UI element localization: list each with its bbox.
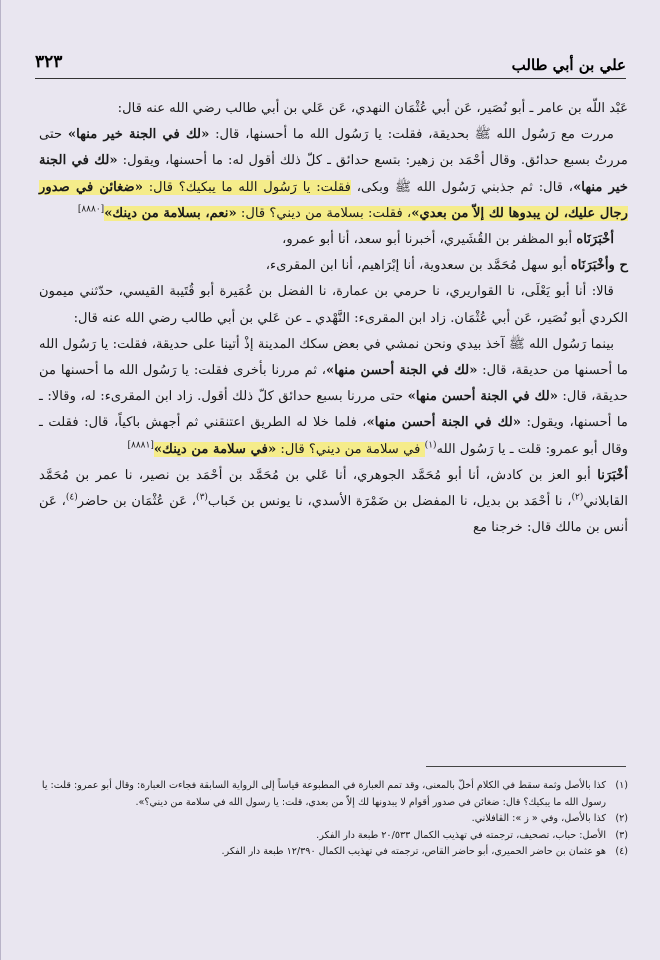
hadith-quote: «لك في الجنة خير منها» — [39, 153, 628, 195]
footnote-text: الأصل: حباب، تصحيف، ترجمته في تهذيب الكمال ٢٠/٥٣٣ طبعة دار الفكر. — [316, 829, 606, 841]
footnote — [31, 828, 628, 845]
text: فقلت: يا رَسُول الله ما يبكيك؟ قال: — [142, 179, 351, 195]
hadith-quote: «لك في الجنة خير منها» — [67, 127, 210, 143]
text: عَبْد اللّه بن عامر ـ أبو نُصَير، عَن أبي عُثْمَان النهدي، عَن عَلي بن أبي طالب رضي الله عنه قال: — [117, 101, 628, 116]
paragraph — [39, 122, 628, 227]
running-header — [35, 48, 626, 82]
text: بينما رَسُول الله ﷺ آخذ بيدي ونحن نمشي في بعض سكك المدينة إذْ أتينا على حديقة، فقلت: يا رَسُول الله ما أحسنها من حديقة، قال: — [39, 336, 629, 379]
hadith-number: [٨٨٨١] — [127, 440, 154, 451]
hadith-quote: «لك في الجنة أحسن منها» — [407, 389, 558, 405]
text: قالا: أنا أبو يَعْلَى، نا القواريري، نا حرمي بن عمارة، نا الفضل بن عُمَيرة أبو قُتَيبة القيسي، حدّثني ميمون الكردي أبو نُصَير، عَن أبي عُثْمَان. زاد ابن المقرىء: النَّهْدي ـ عن عَلي بن أبي طالب رضي الله عنه قال: — [39, 284, 628, 326]
footnote-text: هو عثمان بن حاضر الحميري، أبو حاضر القاص، ترجمته في تهذيب الكمال ١٢/٣٩٠ طبعة دار الفكر. — [221, 846, 606, 857]
paragraph — [39, 463, 628, 542]
hadith-quote: «لك في الجنة أحسن منها» — [366, 415, 521, 431]
footnote-text: كذا بالأصل، وفي « ز »: القافلاني. — [471, 813, 606, 824]
text: ، ثم مررنا بأخرى فقلت: يا رَسُول الله ما أحسنها من حديقة، قال: — [39, 363, 628, 405]
hadith-number: [٨٨٨٠] — [77, 204, 105, 215]
isnad-keyword: أخْبَرَنَاه — [576, 232, 614, 248]
footnote-number: (٢) — [615, 813, 628, 824]
header-title: علي بن أبي طالب — [511, 56, 626, 74]
text: مررت مع رَسُول الله ﷺ بحديقة، فقلت: يا رَسُول الله ما أحسنها، قال: — [209, 127, 614, 143]
footnote-ref: (٢) — [571, 492, 584, 503]
footnote-rule — [426, 766, 626, 767]
footnote — [31, 778, 628, 811]
text: ، عَن أنس بن مالك قال: خرجنا مع — [39, 494, 628, 536]
main-text — [39, 96, 628, 756]
footnote-number: (٣) — [615, 829, 628, 841]
footnote-ref: (٤) — [65, 492, 78, 503]
footnote-ref: (٣) — [196, 492, 208, 503]
paragraph — [39, 96, 628, 122]
isnad-keyword: أخْبَرَنا — [597, 467, 628, 483]
text: في سلامة من ديني؟ قال: — [276, 441, 425, 457]
text: ، فلما خلا له الطريق اعتنقني ثم أجهش باكياً، قال: فقلت ـ وقال أبو عمرو: قلت ـ يا رَسُول الله — [39, 415, 628, 457]
hadith-quote: «ضغائن في صدور رجال عليك، لن يبدوها لك إلاّ من بعدي» — [39, 179, 628, 221]
footnote — [31, 844, 628, 861]
paragraph — [39, 227, 628, 253]
hadith-quote: «لك في الجنة أحسن منها» — [326, 363, 478, 379]
text: حتى مررنا بسبع حدائق كلّ ذلك أقول. زاد ابن المقرىء: له، وقالا: ـ ما أحسنها، ويقول: — [39, 389, 628, 431]
footnote-text: كذا بالأصل وثمة سقط في الكلام أخلّ بالمعنى، وقد تمم العبارة في المطبوعة قياساً إلى الرواية السابقة فجاءت العبارة: وقال أبو عمرو: قلت: يا رسول الله ما يبكيك؟ قال: ضغائن في صدور أقوام لا يبدونها لك إلاّ من بعدي، قلت: يا رسول الله في سلامة من ديني؟». — [41, 780, 606, 808]
text: ، قال: ثم جذبني رَسُول الله ﷺ وبكى، — [350, 179, 574, 195]
paragraph — [39, 253, 628, 279]
hadith-quote: «في سلامة من دينك» — [153, 441, 277, 457]
text: حتى مررتُ بسبع حدائق. وقال أحْمَد بن زهير: بتسع حدائق ـ كلّ ذلك أقول له: ما أحسنها، ويقول: — [39, 127, 628, 169]
header-rule — [35, 78, 626, 79]
page-number: ٣٢٣ — [35, 52, 63, 72]
text: ، نا أحْمَد بن بديل، نا المفضل بن ضَمْرَة الأسدي، نا يونس بن خَباب — [207, 494, 572, 510]
footnotes — [31, 778, 628, 928]
text: ، فقلت: بسلامة من ديني؟ قال: — [236, 205, 412, 221]
highlighted-passage — [154, 442, 425, 457]
text: أبو سهل مُحَمَّد بن سعدوية، أنا إبْرَاهيم، أنا ابن المقرىء، — [265, 258, 571, 274]
hadith-quote: «نعم، بسلامة من دينك» — [104, 205, 237, 221]
footnote-ref: (١) — [424, 440, 437, 451]
footnote-number: (٤) — [615, 846, 628, 857]
paragraph — [39, 332, 628, 463]
footnote-number: (١) — [615, 780, 628, 791]
footnote — [31, 811, 628, 828]
text: أبو العز بن كادش، أنا أبو مُحَمَّد الجوهري، أنا عَلي بن مُحَمَّد بن أحْمَد بن نصير، نا عمر بن مُحَمَّد القابلاني — [39, 467, 628, 510]
isnad-keyword: ح وأخْبَرَنَاه — [570, 258, 628, 274]
text: أبو المظفر بن القُشَيري، أخبرنا أبو سعد، أنا أبو عمرو، — [282, 232, 577, 248]
text: ، عَن عُثْمَان بن حاضر — [77, 494, 197, 510]
paragraph — [39, 279, 628, 331]
